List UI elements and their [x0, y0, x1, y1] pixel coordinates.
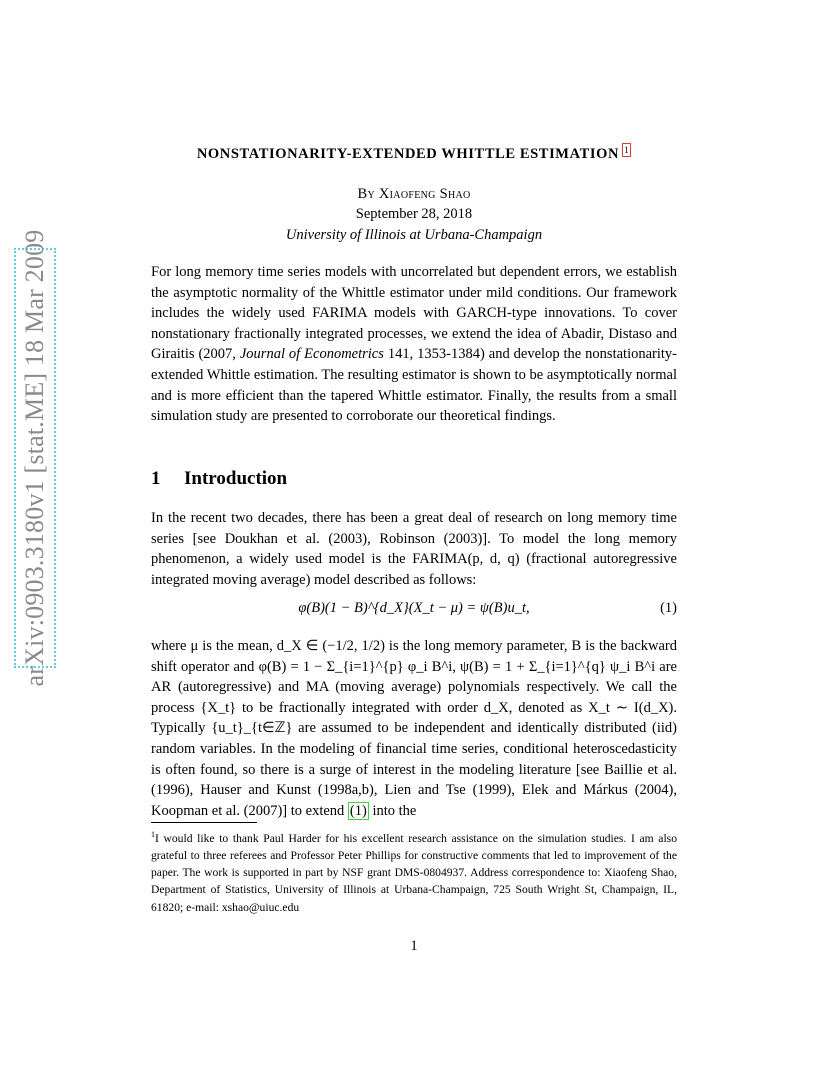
intro-paragraph-2-tail: into the — [368, 802, 417, 819]
affiliation: University of Illinois at Urbana-Champaign — [285, 227, 543, 243]
page-number: 1 — [410, 938, 418, 954]
footnote-text: I would like to thank Paul Harder for his excellent research assistance on the simulation studies. I am also grateful to three referees and Professor Peter Phillips for constructive comments that led to improvement of the paper. The work is supported in part by NSF grant DMS-0804937. Address correspondence to: Xiaofeng Shao, Department of Statistics, University of Illinois at Urbana-Champaign, 725 South Wright St, Champaign, IL, 61820; e-mail: xshao@uiuc.edu — [151, 831, 677, 914]
title-footnote-link[interactable]: 1 — [624, 145, 630, 155]
footnote-rule — [151, 822, 257, 823]
section-heading — [151, 468, 287, 490]
abstract-text-2: 141, 1353-1384) and develop the nonstationarity-extended Whittle estimation. The resulting estimator is shown to be asymptotically normal and is more efficient than the tapered Whittle estimator. Finally, the results from a small simulation study are presented to corroborate our theoretical findings. — [151, 346, 677, 425]
byline — [0, 186, 828, 203]
abstract — [151, 262, 677, 427]
paper-title — [0, 146, 828, 163]
title-text: NONSTATIONARITY-EXTENDED WHITTLE ESTIMATION — [196, 146, 620, 162]
abstract-text-1: For long memory time series models with uncorrelated but dependent errors, we establish the asymptotic normality of the Whittle estimator under mild conditions. Our framework includes the widely used FARIMA models with GARCH-type innovations. To cover nonstationary fractionally integrated processes, we extend the idea of Abadir, Distaso and Giraitis (2007, — [151, 264, 677, 363]
footnote-marker: 1 — [151, 830, 155, 839]
footnote — [151, 826, 677, 916]
abstract-journal: Journal of Econometrics — [239, 346, 384, 363]
date: September 28, 2018 — [355, 206, 473, 222]
arxiv-stamp[interactable] — [14, 229, 56, 687]
equation-body: φ(B)(1 − B)^{d_X}(X_t − μ) = ψ(B)u_t, — [298, 600, 530, 616]
section-number: 1 — [151, 468, 161, 489]
author: By Xiaofeng Shao — [357, 186, 471, 202]
section-title: Introduction — [184, 468, 288, 489]
intro-paragraph-1: In the recent two decades, there has been a great deal of research on long memory time series [see Doukhan et al. (2003), Robinson (2003)]. To model the long memory phenomenon, a widely used model is the FARIMA(p, d, q) (fractional autoregressive integrated moving average) model described as follows: — [151, 510, 677, 588]
equation-reference-link[interactable]: (1) — [349, 802, 367, 819]
arxiv-identifier: arXiv:0903.3180v1 [stat.ME] 18 Mar 2009 — [20, 229, 49, 687]
intro-paragraph-2 — [151, 636, 677, 821]
equation-number: (1) — [660, 600, 677, 616]
intro-paragraph-2-text: where μ is the mean, d_X ∈ (−1/2, 1/2) is the long memory parameter, B is the backward shift operator and φ(B) = 1 − Σ_{i=1}^{p} φ_i B^i, ψ(B) = 1 + Σ_{i=1}^{q} ψ_i B^i are AR (autoregressive) and MA (moving average) polynomials respectively. We call the process {X_t} to be fractionally integrated with order d_X, denoted as X_t ∼ I(d_X). Typically {u_t}_{t∈ℤ} are assumed to be independent and identically distributed (iid) random variables. In the modeling of financial time series, conditional heteroscedasticity is often found, so there is a surge of interest in the modeling literature [see Baillie et al. (1996), Hauser and Kunst (1998a,b), Lien and Tse (1999), Elek and Márkus (2004), Koopman et al. (2007)] to extend — [151, 638, 677, 819]
